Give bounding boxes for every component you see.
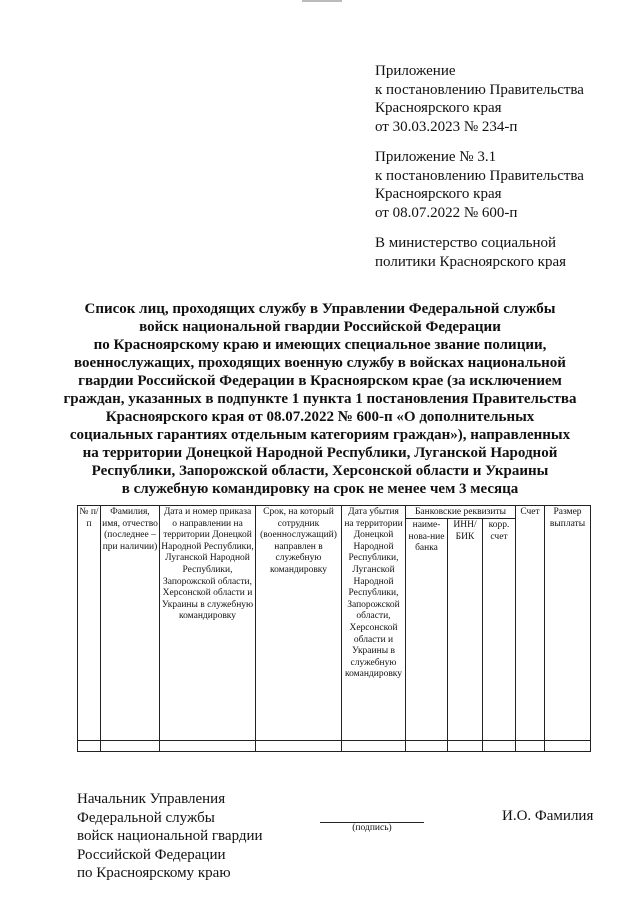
signatory-line: Федеральной службы [77,809,215,826]
signatory-line: Российской Федерации [77,846,226,863]
header-term: Срок, на который сотрудник (военнослужащий) направлен в служебную командировку [256,506,342,741]
table-cell [160,741,256,752]
table-row [78,741,591,752]
table-cell [448,741,483,752]
recipient-block [375,234,566,271]
table-cell [78,741,101,752]
title-line: в служебную командировку на срок не менее чем 3 месяца [121,481,519,497]
table-cell [483,741,516,752]
appendix-region: Красноярского края [375,100,502,116]
appendix-date-number: от 30.03.2023 № 234-п [375,118,518,135]
header-bank-name: наиме-нова-ние банка [406,519,448,741]
appendix-label: Приложение № 3.1 [375,149,497,165]
title-line: войск национальной гвардии Российской Федерации [139,319,501,335]
recipient-line: политики Красноярского края [375,253,567,270]
signatory-block [77,790,263,883]
appendix-date-number: от 08.07.2022 № 600-п [375,204,518,221]
persons-table [77,505,591,752]
title-line: Республики, Запорожской области, Херсонской области и Украины [91,463,549,479]
recipient-line: В министерство социальной [375,235,557,251]
title-line: военнослужащих, проходящих военную службу в войсках национальной [74,355,566,371]
document-title [60,300,580,498]
appendix-decree-ref: к постановлению Правительства [375,81,584,98]
appendix-decree-ref: к постановлению Правительства [375,167,584,184]
signatory-name: И.О. Фамилия [502,808,594,824]
table-cell [545,741,591,752]
table-cell [406,741,448,752]
table-cell [516,741,545,752]
title-line: по Красноярскому краю и имеющих специальное звание полиции, [93,337,547,353]
signatory-line: войск национальной гвардии [77,828,263,844]
appendix-header-1 [375,62,584,136]
appendix-header-2 [375,148,584,222]
table-cell [101,741,160,752]
table-cell [342,741,406,752]
signature-caption: (подпись) [352,823,392,833]
appendix-label: Приложение [375,63,456,79]
header-inn-bik: ИНН/ БИК [448,519,483,741]
header-account: Счет [516,506,545,741]
title-line: гвардии Российской Федерации в Красноярском крае (за исключением [78,373,562,389]
title-line: граждан, указанных в подпункте 1 пункта 1 постановления Правительства [63,391,577,407]
title-line: Красноярского края от 08.07.2022 № 600-п «О дополнительных [105,409,535,425]
header-order: Дата и номер приказа о направлении на территории Донецкой Народной Республики, Луганской Народной Республики, Запорожской области, Херсонской области и Украины в служебную командировку [160,506,256,741]
header-bank-details: Банковские реквизиты [406,506,516,519]
header-full-name: Фамилия, имя, отчество (последнее – при наличии) [101,506,160,741]
header-amount: Размер выплаты [545,506,591,741]
title-line: социальных гарантиях отдельным категориям граждан»), направленных [69,427,571,443]
top-scan-mark [302,0,342,2]
appendix-region: Красноярского края [375,186,502,202]
header-corr-account: корр. счет [483,519,516,741]
signatory-line: Начальник Управления [77,791,226,807]
title-line: Список лиц, проходящих службу в Управлении Федеральной службы [84,301,556,317]
header-number: № п/п [78,506,101,741]
signatory-line: по Красноярскому краю [77,865,231,881]
title-line: на территории Донецкой Народной Республики, Луганской Народной [82,445,558,461]
table-cell [256,741,342,752]
header-departure-date: Дата убытия на территории Донецкой Народной Республики, Луганской Народной Республики, Запорожской области, Херсонской области и Украины в служебную командировку [342,506,406,741]
